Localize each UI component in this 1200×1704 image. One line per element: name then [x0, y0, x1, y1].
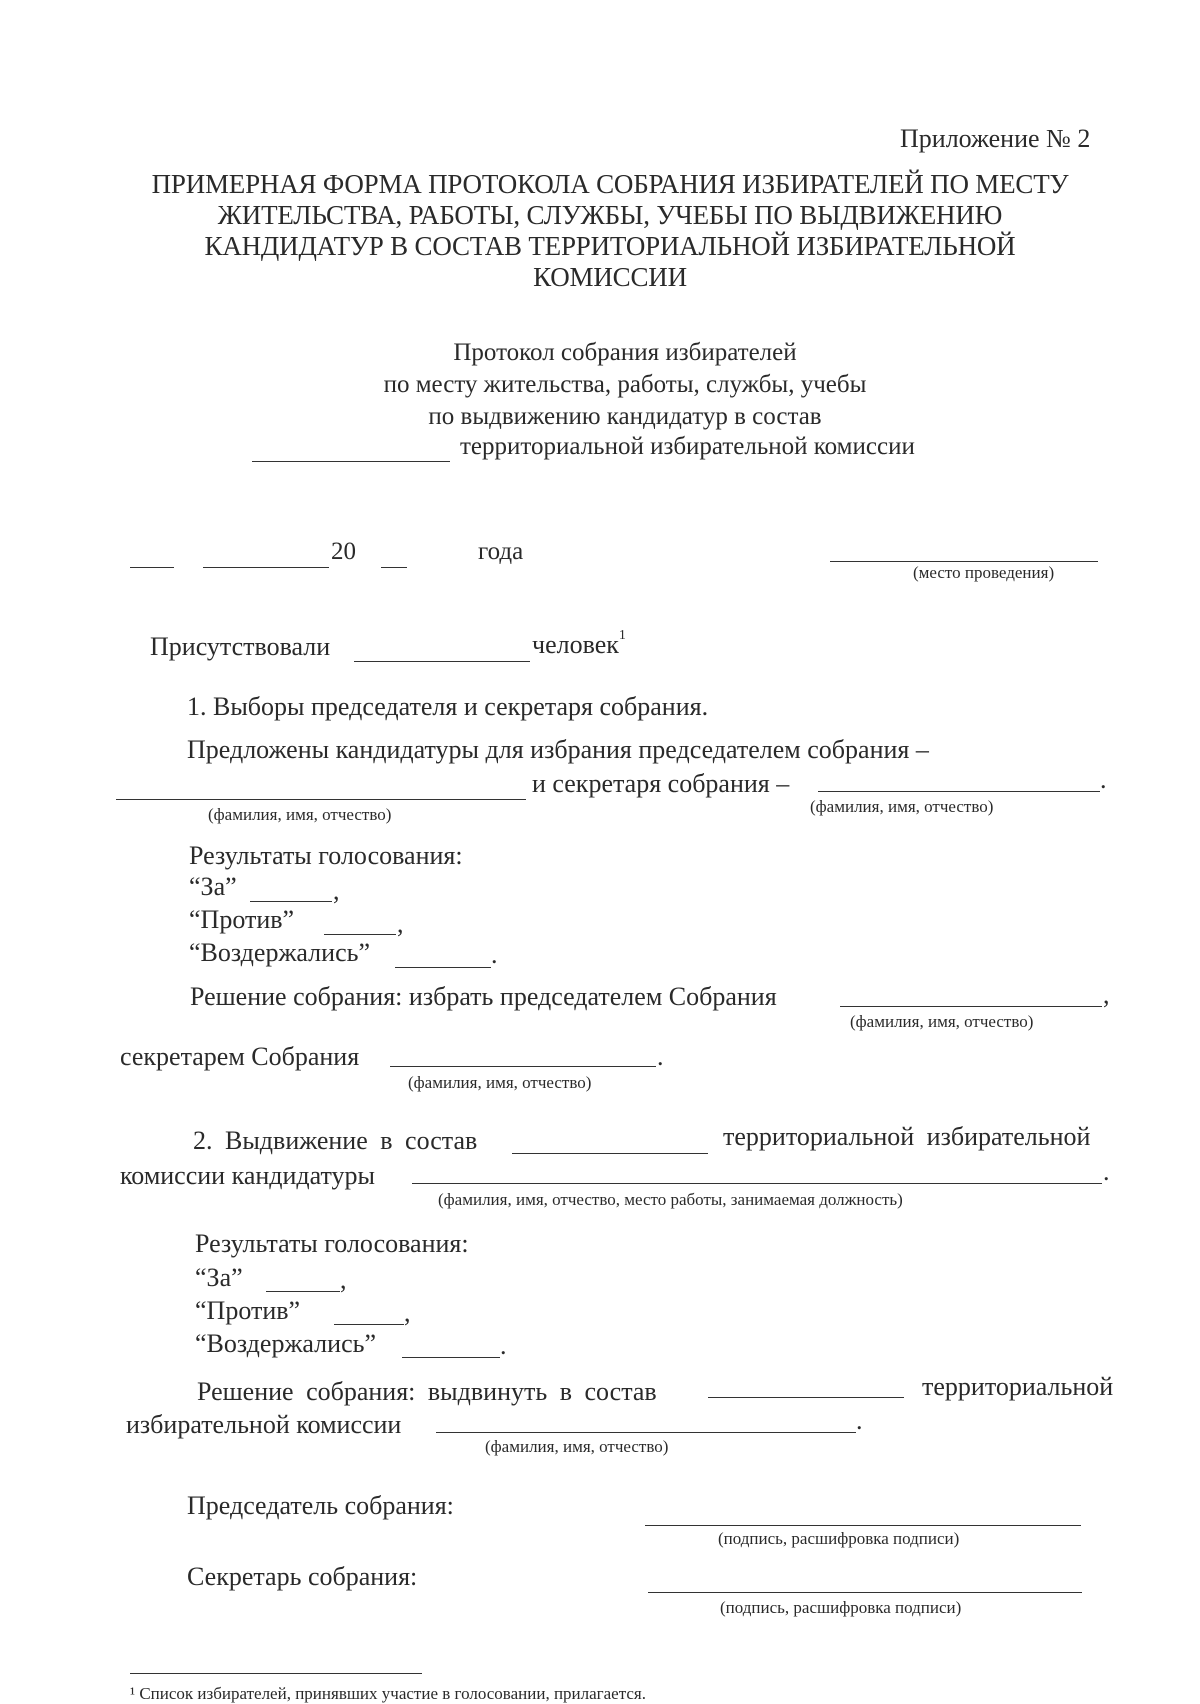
secretary-signature-label: Секретарь собрания:: [187, 1562, 418, 1591]
attendance-count-blank[interactable]: [354, 661, 530, 662]
place-blank[interactable]: [830, 561, 1098, 562]
votes-abstain-blank[interactable]: [395, 967, 491, 968]
subtitle-line: Протокол собрания избирателей: [453, 339, 797, 366]
votes-abstain-label: “Воздержались”: [195, 1329, 377, 1358]
period: .: [1103, 1157, 1110, 1186]
and-secretary-label: и секретаря собрания –: [532, 769, 790, 798]
votes-against-blank[interactable]: [324, 934, 396, 935]
fio-caption: (фамилия, имя, отчество): [810, 797, 994, 816]
votes-for-label: “За”: [195, 1263, 243, 1292]
appendix-label: Приложение № 2: [900, 124, 1091, 153]
signature-caption: (подпись, расшифровка подписи): [720, 1598, 962, 1617]
period: .: [491, 940, 498, 969]
subtitle-line: территориальной избирательной комиссии: [460, 433, 915, 460]
decision-nominate: Решение собрания: выдвинуть в состав: [197, 1377, 657, 1406]
fio-caption: (фамилия, имя, отчество): [850, 1012, 1034, 1031]
fio-caption: (фамилия, имя, отчество): [485, 1437, 669, 1456]
period: .: [1100, 765, 1107, 794]
comma: ,: [340, 1265, 347, 1294]
chair-signature-blank[interactable]: [645, 1525, 1081, 1526]
signature-caption: (подпись, расшифровка подписи): [718, 1529, 960, 1548]
decision-line2: избирательной комиссии: [126, 1410, 402, 1439]
year-blank[interactable]: [381, 567, 407, 568]
period: .: [500, 1331, 507, 1360]
place-caption: (место проведения): [913, 563, 1055, 582]
decision-candidate-blank[interactable]: [436, 1432, 856, 1433]
subtitle-line: по выдвижению кандидатур в состав: [428, 403, 822, 430]
title-line: ЖИТЕЛЬСТВА, РАБОТЫ, СЛУЖБЫ, УЧЕБЫ ПО ВЫДВИЖЕНИЮ: [217, 200, 1003, 230]
candidate-label: комиссии кандидатуры: [120, 1161, 376, 1190]
chair-signature-label: Председатель собрания:: [187, 1491, 454, 1520]
comma: ,: [333, 876, 340, 905]
decision-secretary-blank[interactable]: [390, 1066, 656, 1067]
footnote-divider: [130, 1673, 422, 1674]
candidate-caption: (фамилия, имя, отчество, место работы, занимаемая должность): [438, 1190, 903, 1209]
decision-chair-blank[interactable]: [840, 1006, 1102, 1007]
month-blank[interactable]: [203, 567, 329, 568]
title-line: ПРИМЕРНАЯ ФОРМА ПРОТОКОЛА СОБРАНИЯ ИЗБИРАТЕЛЕЙ ПО МЕСТУ: [151, 169, 1069, 199]
century-prefix: 20: [331, 538, 356, 565]
votes-abstain-label: “Воздержались”: [189, 938, 371, 967]
footnote-text: ¹ Список избирателей, принявших участие в голосовании, прилагается.: [130, 1684, 646, 1703]
decision-nominate-right: территориальной: [922, 1372, 1114, 1401]
attendance-unit: человек$^1$: [532, 628, 626, 659]
results-title: Результаты голосования:: [195, 1229, 469, 1258]
comma: ,: [404, 1298, 411, 1327]
votes-against-label: “Против”: [195, 1296, 301, 1325]
chair-candidate-blank[interactable]: [116, 799, 526, 800]
secretary-signature-blank[interactable]: [648, 1592, 1082, 1593]
title-line: КОМИССИИ: [533, 262, 687, 292]
decision-commission-blank[interactable]: [708, 1397, 904, 1398]
votes-for-blank[interactable]: [266, 1291, 340, 1292]
comma: ,: [397, 909, 404, 938]
commission-blank[interactable]: [512, 1153, 708, 1154]
results-title: Результаты голосования:: [189, 841, 463, 870]
subtitle-line: по месту жительства, работы, службы, учебы: [383, 371, 867, 398]
day-blank[interactable]: [130, 567, 174, 568]
candidate-blank[interactable]: [412, 1183, 1102, 1184]
votes-against-label: “Против”: [189, 905, 295, 934]
votes-for-blank[interactable]: [250, 901, 332, 902]
fio-caption: (фамилия, имя, отчество): [408, 1073, 592, 1092]
attendance-label: Присутствовали: [150, 632, 331, 661]
period: .: [856, 1406, 863, 1435]
title-line: КАНДИДАТУР В СОСТАВ ТЕРРИТОРИАЛЬНОЙ ИЗБИРАТЕЛЬНОЙ: [204, 231, 1016, 261]
section2-heading-right: территориальной избирательной: [723, 1122, 1091, 1151]
secretary-candidate-blank[interactable]: [818, 791, 1100, 792]
section2-heading: 2. Выдвижение в состав: [193, 1126, 478, 1155]
votes-for-label: “За”: [189, 872, 237, 901]
decision-secretary: секретарем Собрания: [120, 1042, 360, 1071]
period: .: [657, 1042, 664, 1071]
commission-name-blank[interactable]: [252, 461, 450, 462]
footnote-mark: 1: [618, 628, 626, 644]
fio-caption: (фамилия, имя, отчество): [208, 805, 392, 824]
votes-abstain-blank[interactable]: [402, 1357, 500, 1358]
year-word: года: [478, 538, 524, 565]
section1-heading: 1. Выборы председателя и секретаря собрания.: [187, 692, 709, 721]
votes-against-blank[interactable]: [334, 1324, 404, 1325]
section1-proposed: Предложены кандидатуры для избрания председателем собрания –: [187, 735, 929, 764]
comma: ,: [1103, 980, 1110, 1009]
decision-chair: Решение собрания: избрать председателем Собрания: [190, 982, 777, 1011]
